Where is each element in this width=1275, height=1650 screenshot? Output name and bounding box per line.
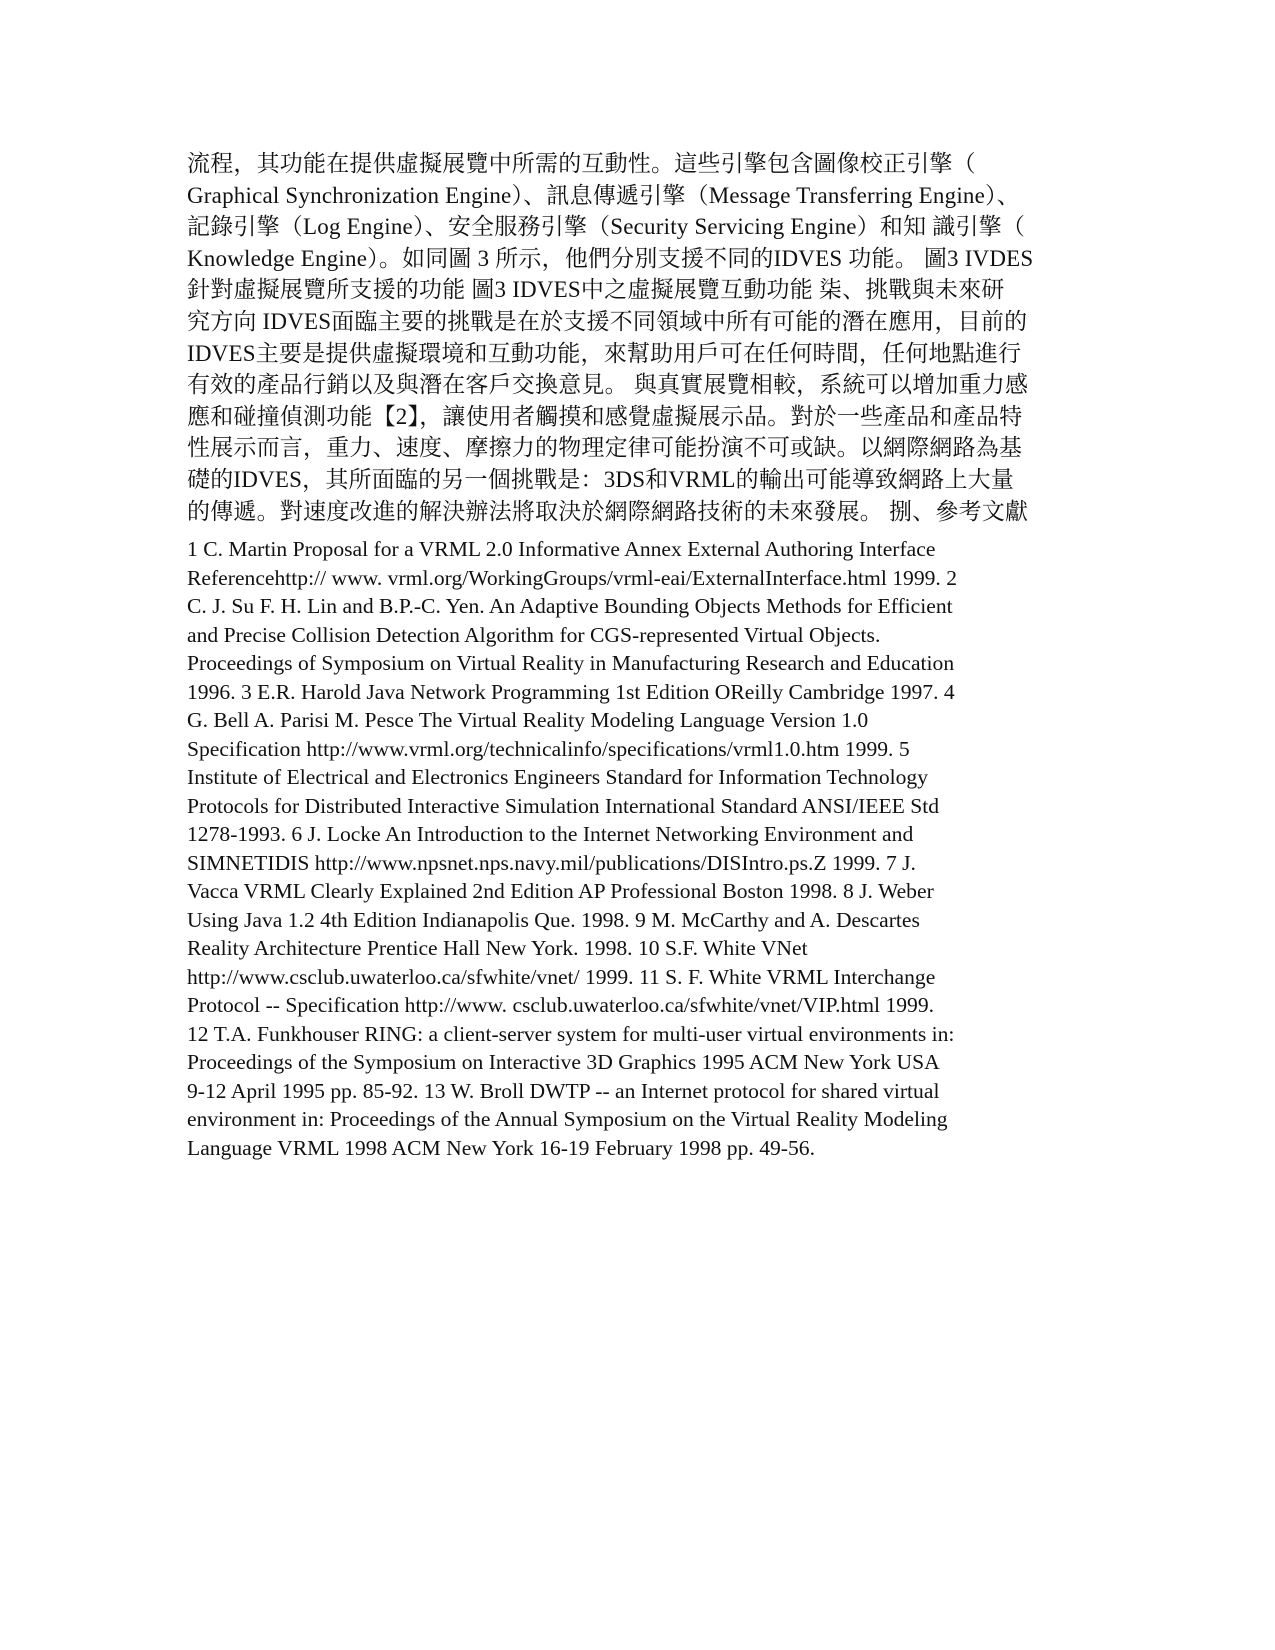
body-text-chinese: 流程，其功能在提供虛擬展覽中所需的互動性。這些引擎包含圖像校正引擎（ Graphical Synchronization Engine）、訊息傳遞引擎（Message Transferring Engine）、 記錄引擎（Log Engine）、安全服務引擎（Security Servicing Engine）和知 識引擎（ Knowledge Engine）。如同圖 3 所示，他們分別支援不同的IDVES 功能。 圖3 IVDES 針對虛擬展覽所支援的功能 圖3 IDVES中之虛擬展覽互動功能 柒、挑戰與未來研 究方向 IDVES面臨主要的挑戰是在於支援不同領域中所有可能的潛在應用，目前的 IDVES主要是提供虛擬環境和互動功能，來幫助用戶可在任何時間，任何地點進行 有效的產品行銷以及與潛在客戶交換意見。 與真實展覽相較，系統可以增加重力感 應和碰撞偵測功能【2】，讓使用者觸摸和感覺虛擬展示品。對於一些產品和產品特 性展示而言，重力、速度、摩擦力的物理定律可能扮演不可或缺。以網際網路為基 礎的IDVES，其所面臨的另一個挑戰是：3DS和VRML的輸出可能導致網路上大量 的傳遞。對速度改進的解決辦法將取決於網際網路技術的未來發展。 捌、參考文獻 [187, 151, 1034, 524]
references-text: 1 C. Martin Proposal for a VRML 2.0 Informative Annex External Authoring Interface Referencehttp:// www. vrml.org/WorkingGroups/vrml-eai/ExternalInterface.html 1999. 2 C. J. Su F. H. Lin and B.P.-C. Yen. An Adaptive Bounding Objects Methods for Efficient and Precise Collision Detection Algorithm for CGS-represented Virtual Objects. Proceedings of Symposium on Virtual Reality in Manufacturing Research and Education 1996. 3 E.R. Harold Java Network Programming 1st Edition OReilly Cambridge 1997. 4 G. Bell A. Parisi M. Pesce The Virtual Reality Modeling Language Version 1.0 Specification http://www.vrml.org/technicalinfo/specifications/vrml1.0.htm 1999. 5 Institute of Electrical and Electronics Engineers Standard for Information Technology Protocols for Distributed Interactive Simulation International Standard ANSI/IEEE Std 1278-1993. 6 J. Locke An Introduction to the Internet Networking Environment and SIMNETIDIS http://www.npsnet.nps.navy.mil/publications/DISIntro.ps.Z 1999. 7 J. Vacca VRML Clearly Explained 2nd Edition AP Professional Boston 1998. 8 J. Weber Using Java 1.2 4th Edition Indianapolis Que. 1998. 9 M. McCarthy and A. Descartes Reality Architecture Prentice Hall New York. 1998. 10 S.F. White VNet http://www.csclub.uwaterloo.ca/sfwhite/vnet/ 1999. 11 S. F. White VRML Interchange Protocol -- Specification http://www. csclub.uwaterloo.ca/sfwhite/vnet/VIP.html 1999. 12 T.A. Funkhouser RING: a client-server system for multi-user virtual environments in: Proceedings of the Symposium on Interactive 3D Graphics 1995 ACM New York USA 9-12 April 1995 pp. 85-92. 13 W. Broll DWTP -- an Internet protocol for shared virtual environment in: Proceedings of the Annual Symposium on the Virtual Reality Modeling Language VRML 1998 ACM New York 16-19 February 1998 pp. 49-56. [187, 537, 958, 1160]
